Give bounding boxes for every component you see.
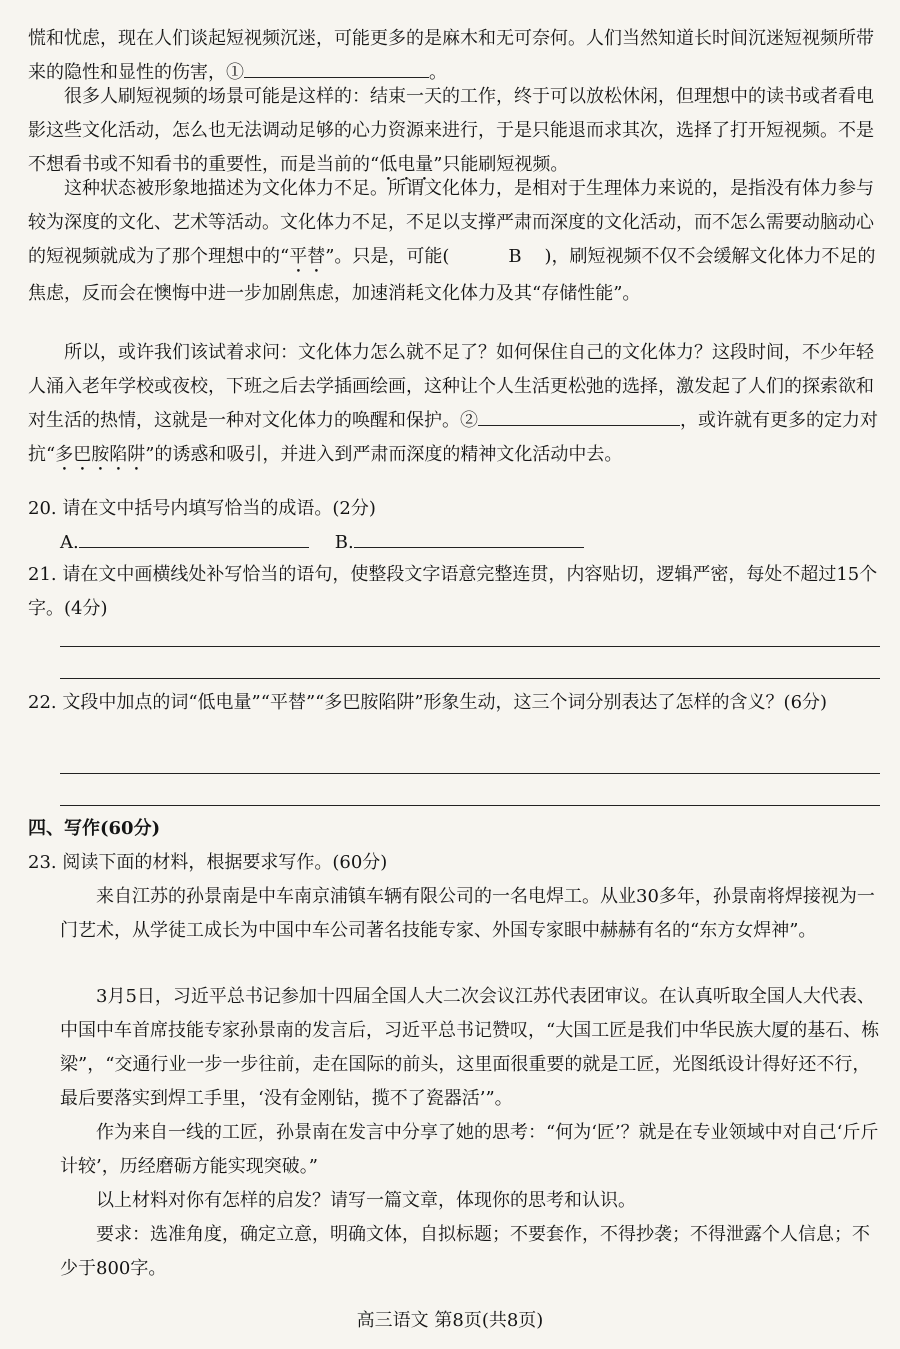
dotted-word-substitute: 平替 <box>289 246 326 267</box>
answer-line-21-2[interactable] <box>60 678 880 679</box>
answer-a-line[interactable] <box>79 529 309 548</box>
dotted-word-low-battery: 低电量 <box>379 154 434 175</box>
question-20: 20. 请在文中括号内填写恰当的成语。(2分) <box>28 498 376 519</box>
answer-b-line[interactable] <box>354 529 584 548</box>
requirements-paragraph: 要求：选准角度，确定立意，明确文体，自拟标题；不要套作，不得抄袭；不得泄露个人信息；不少于800字。 <box>60 1224 870 1279</box>
question-22: 22. 文段中加点的词“低电量”“平替”“多巴胺陷阱”形象生动，这三个词分别表达了怎样的含义？(6分) <box>28 692 828 713</box>
blank-2b[interactable] <box>610 407 680 426</box>
blank-2a[interactable] <box>478 407 610 426</box>
page-footer: 高三语文 第8页(共8页) <box>356 1310 544 1331</box>
material-paragraph-2: 3月5日，习近平总书记参加十四届全国人大二次会议江苏代表团审议。在认真听取全国人大代表、中国中车首席技能专家孙景南的发言后，习近平总书记赞叹，“大国工匠是我们中华民族大厦的基石、栋梁”，“交通行业一步一步往前，走在国际的前头，这里面很重要的就是工匠，光图纸设计得好还不行，最后要落实到焊工手里，‘没有金刚钻，揽不了瓷器活’”。 <box>60 986 880 1109</box>
passage-paragraph-1: 很多人刷短视频的场景可能是这样的：结束一天的工作，终于可以放松休闲，但理想中的读书或者看电影这些文化活动，怎么也无法调动足够的心力资源来进行，于是只能退而求其次，选择了打开短视频。不是不想看书或不知看书的重要性，而是当前的“低电量”只能刷短视频。 <box>28 86 874 175</box>
answer-line-22-2[interactable] <box>60 805 880 806</box>
blank-2-label: ② <box>460 410 478 431</box>
blank-1-label: ① <box>226 62 244 83</box>
passage-paragraph-0: 慌和忧虑，现在人们谈起短视频沉迷，可能更多的是麻木和无可奈何。人们当然知道长时间沉迷短视频所带来的隐性和显性的伤害，① 。 <box>28 28 874 83</box>
material-paragraph-1: 来自江苏的孙景南是中车南京浦镇车辆有限公司的一名电焊工。从业30多年，孙景南将焊接视为一门艺术，从学徒工成长为中国中车公司著名技能专家、外国专家眼中赫赫有名的“东方女焊神”。 <box>60 886 875 941</box>
prompt-paragraph: 以上材料对你有怎样的启发？请写一篇文章，体现你的思考和认识。 <box>96 1190 636 1211</box>
question-20-answers: A. B. <box>60 526 880 560</box>
answer-line-22-1[interactable] <box>60 773 880 774</box>
passage-paragraph-2: 这种状态被形象地描述为文化体力不足。所谓文化体力，是相对于生理体力来说的，是指没有体力参与较为深度的文化、艺术等活动。文化体力不足，不足以支撑严肃而深度的文化活动，而不怎么需要动脑动心的短视频就成为了那个理想中的“平替”。只是，可能( B )，刷短视频不仅不会缓解文化体力不足的焦虑，反而会在懊悔中进一步加剧焦虑，加速消耗文化体力及其“存储性能”。 <box>28 178 876 304</box>
question-21: 21. 请在文中画横线处补写恰当的语句，使整段文字语意完整连贯，内容贴切，逻辑严密，每处不超过15个字。(4分) <box>28 564 878 619</box>
material-paragraph-3: 作为来自一线的工匠，孙景南在发言中分享了她的思考：“何为‘匠’？就是在专业领域中对自己‘斤斤计较’，历经磨砺方能实现突破。” <box>60 1122 879 1177</box>
blank-1[interactable] <box>244 59 429 78</box>
passage-paragraph-3: 所以，或许我们该试着求问：文化体力怎么就不足了？如何保住自己的文化体力？这段时间，不少年轻人涌入老年学校或夜校，下班之后去学插画绘画，这种让个人生活更松弛的选择，激发起了人们的探索欲和对生活的热情，这就是一种对文化体力的唤醒和保护。② ，或许就有更多的定力对抗“多巴胺陷阱”的诱惑和吸引，并进入到严肃而深度的精神文化活动中去。 <box>28 342 878 465</box>
section-writing-title: 四、写作(60分) <box>28 818 161 839</box>
idiom-answer-b[interactable]: B <box>508 246 522 267</box>
answer-line-21-1[interactable] <box>60 646 880 647</box>
dotted-word-dopamine-trap: 多巴胺陷阱 <box>55 444 146 465</box>
question-23: 23. 阅读下面的材料，根据要求写作。(60分) <box>28 852 388 873</box>
